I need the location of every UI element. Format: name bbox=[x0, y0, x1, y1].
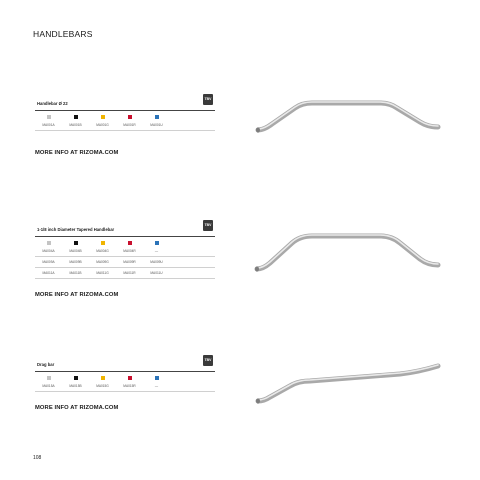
color-swatch-black bbox=[74, 115, 78, 119]
page-number: 108 bbox=[33, 455, 42, 461]
color-swatch-silver bbox=[47, 376, 51, 380]
product-code: MA011B bbox=[69, 271, 82, 275]
color-swatch-blue bbox=[155, 376, 159, 380]
product-code: MA004G bbox=[96, 249, 109, 253]
product-code-row bbox=[35, 260, 215, 268]
tapered-handlebar-image bbox=[250, 225, 445, 275]
product-code-row bbox=[35, 123, 215, 131]
tbv-badge: TBV bbox=[203, 220, 213, 231]
color-swatch-gold bbox=[101, 115, 105, 119]
product-code: MA011G bbox=[96, 271, 109, 275]
color-swatch-red bbox=[128, 115, 132, 119]
product-code: MA009A bbox=[42, 260, 55, 264]
product-code: MA011U bbox=[150, 271, 163, 275]
product-code: MA001B bbox=[69, 123, 82, 127]
color-swatch-gold bbox=[101, 376, 105, 380]
color-swatch-gold bbox=[101, 241, 105, 245]
product-code: — bbox=[154, 249, 159, 253]
drag-bar-image bbox=[250, 362, 445, 407]
product-code: MA011A bbox=[42, 271, 55, 275]
product-code-row bbox=[35, 384, 215, 392]
color-swatch-row bbox=[35, 241, 215, 245]
product-tapered-handlebar bbox=[35, 223, 215, 279]
color-swatch-row bbox=[35, 115, 215, 119]
page-title: HANDLEBARS bbox=[33, 29, 93, 39]
product-code: MA015G bbox=[96, 384, 109, 388]
color-swatch-row bbox=[35, 376, 215, 380]
product-code: MA004R bbox=[123, 249, 136, 253]
product-code: MA004A bbox=[42, 249, 55, 253]
color-swatch-black bbox=[74, 376, 78, 380]
product-handlebar-22 bbox=[35, 97, 215, 131]
product-title-row bbox=[35, 223, 215, 237]
color-swatch-blue bbox=[155, 241, 159, 245]
tbv-badge: TBV bbox=[203, 94, 213, 105]
more-info-link[interactable]: MORE INFO AT RIZOMA.COM bbox=[35, 150, 119, 156]
product-drag-bar bbox=[35, 358, 215, 392]
color-swatch-red bbox=[128, 376, 132, 380]
color-swatch-blue bbox=[155, 115, 159, 119]
more-info-link[interactable]: MORE INFO AT RIZOMA.COM bbox=[35, 292, 119, 298]
product-title: Drag bar bbox=[37, 362, 55, 367]
product-title-row bbox=[35, 97, 215, 111]
product-code: MA015A bbox=[42, 384, 55, 388]
product-code: MA004B bbox=[69, 249, 82, 253]
product-code: MA001U bbox=[150, 123, 163, 127]
product-code: MA011R bbox=[123, 271, 136, 275]
product-code: MA001A bbox=[42, 123, 55, 127]
product-code: — bbox=[154, 384, 159, 388]
more-info-link[interactable]: MORE INFO AT RIZOMA.COM bbox=[35, 405, 119, 411]
product-code: MA001G bbox=[96, 123, 109, 127]
product-code: MA009G bbox=[96, 260, 109, 264]
tbv-badge: TBV bbox=[203, 355, 213, 366]
product-code: MA009B bbox=[69, 260, 82, 264]
product-title-row bbox=[35, 358, 215, 372]
color-swatch-black bbox=[74, 241, 78, 245]
product-code: MA015B bbox=[69, 384, 82, 388]
product-code: MA009R bbox=[123, 260, 136, 264]
color-swatch-silver bbox=[47, 241, 51, 245]
product-code: MA001R bbox=[123, 123, 136, 127]
product-title: Handlebar Ø 22 bbox=[37, 101, 68, 106]
product-title: 1-1/8 inch Diameter Tapered Handlebar bbox=[37, 227, 115, 232]
color-swatch-red bbox=[128, 241, 132, 245]
product-code-row bbox=[35, 271, 215, 279]
product-code-row bbox=[35, 249, 215, 257]
handlebar-22-image bbox=[250, 90, 445, 135]
product-code: MA015R bbox=[123, 384, 136, 388]
product-code: MA009U bbox=[150, 260, 163, 264]
color-swatch-silver bbox=[47, 115, 51, 119]
